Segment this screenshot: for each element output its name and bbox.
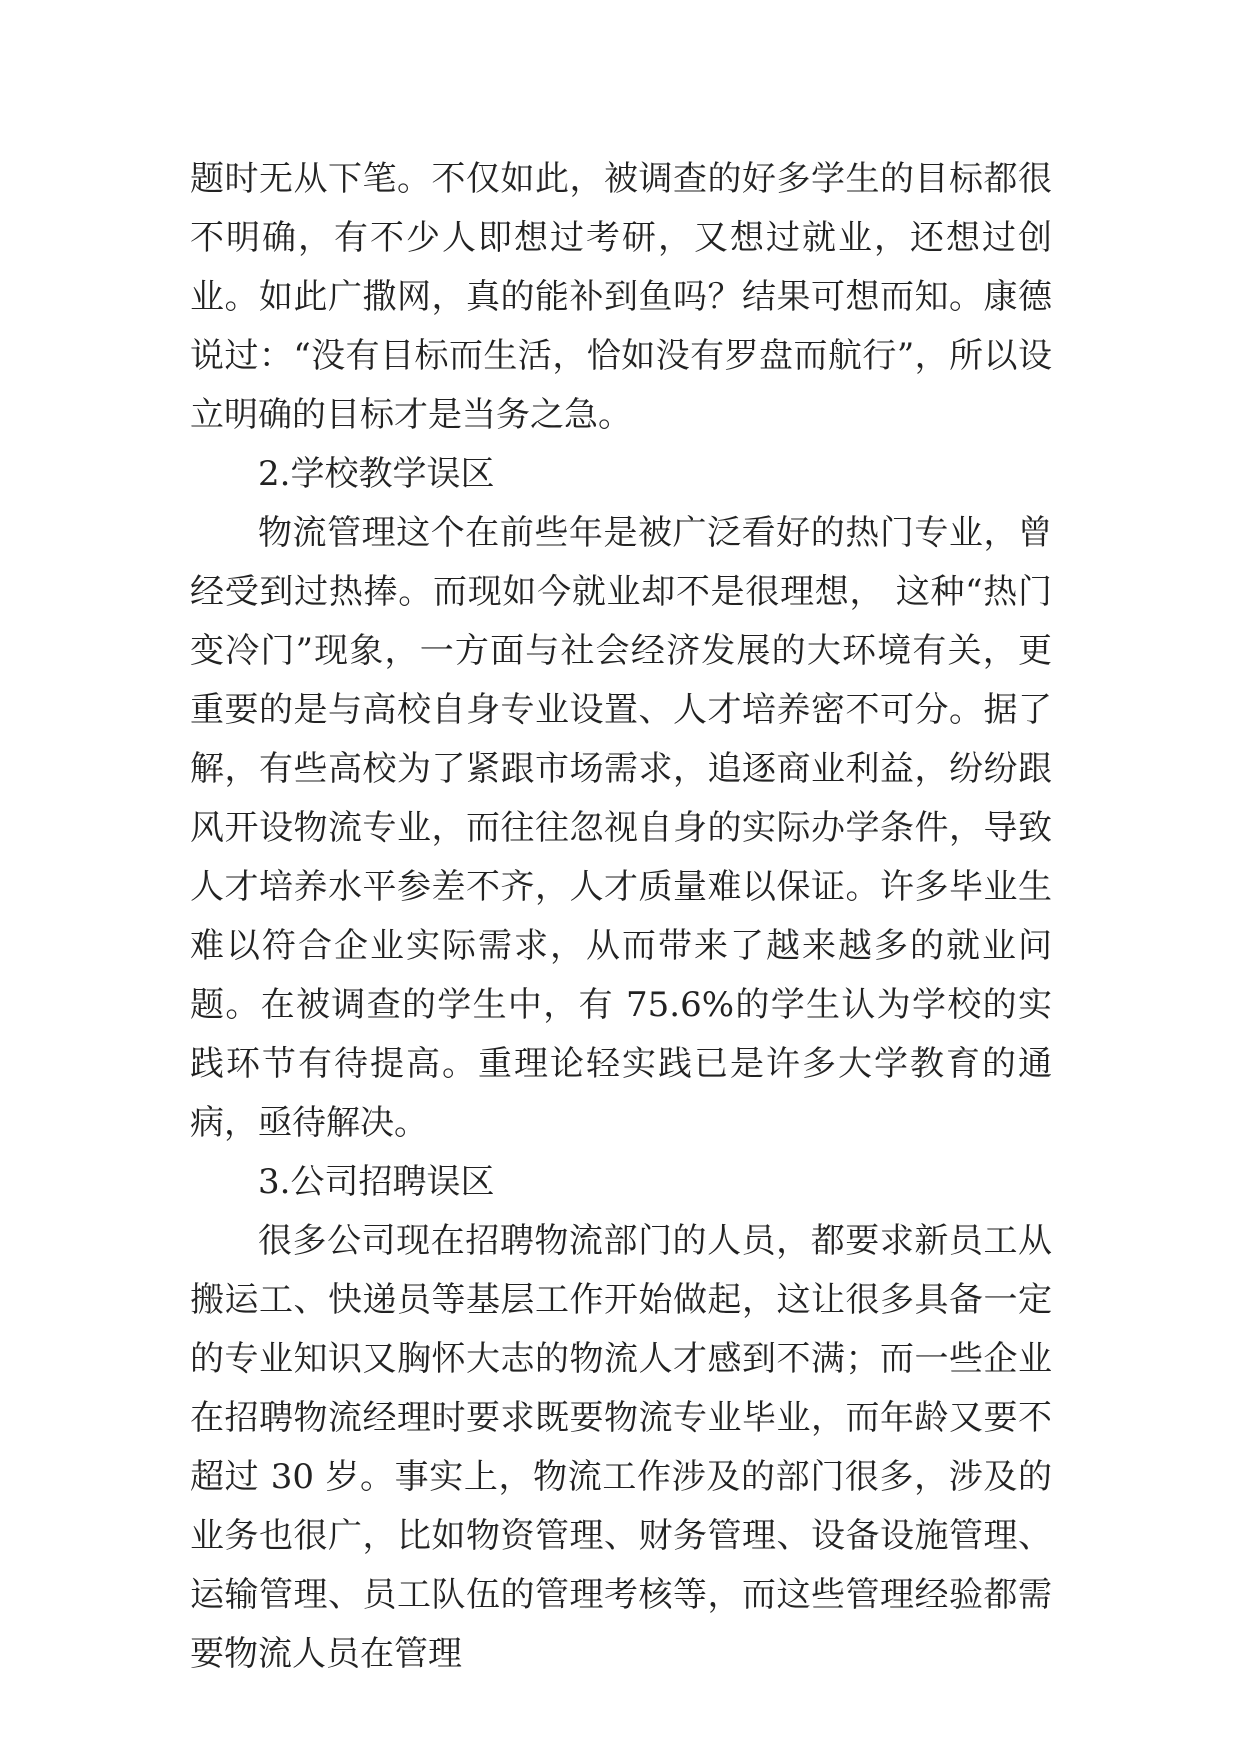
document-body: [190, 150, 1052, 1684]
paragraph-school-teaching: 物流管理这个在前些年是被广泛看好的热门专业，曾经受到过热捧。而现如今就业却不是很理想， 这种“热门变冷门”现象，一方面与社会经济发展的大环境有关，更重要的是与高校自身专业设置、人才培养密不可分。据了解，有些高校为了紧跟市场需求，追逐商业利益，纷纷跟风开设物流专业，而往往忽视自身的实际办学条件，导致人才培养水平参差不齐，人才质量难以保证。许多毕业生难以符合企业实际需求，从而带来了越来越多的就业问题。在被调查的学生中，有 75.6%的学生认为学校的实践环节有待提高。重理论轻实践已是许多大学教育的通病，亟待解决。: [190, 513, 1052, 1143]
section-heading-school-teaching: 2.学校教学误区: [258, 454, 495, 494]
paragraph-continued: 题时无从下笔。不仅如此，被调查的好多学生的目标都很不明确，有不少人即想过考研，又想过就业，还想过创业。如此广撒网，真的能补到鱼吗？结果可想而知。康德说过：“没有目标而生活，恰如没有罗盘而航行”，所以设立明确的目标才是当务之急。: [190, 159, 1052, 435]
paragraph-company-recruiting: 很多公司现在招聘物流部门的人员，都要求新员工从搬运工、快递员等基层工作开始做起，这让很多具备一定的专业知识又胸怀大志的物流人才感到不满；而一些企业在招聘物流经理时要求既要物流专业毕业，而年龄又要不超过 30 岁。事实上，物流工作涉及的部门很多，涉及的业务也很广，比如物资管理、财务管理、设备设施管理、运输管理、员工队伍的管理考核等，而这些管理经验都需要物流人员在管理: [190, 1221, 1052, 1674]
section-heading-company-recruiting: 3.公司招聘误区: [258, 1162, 495, 1202]
